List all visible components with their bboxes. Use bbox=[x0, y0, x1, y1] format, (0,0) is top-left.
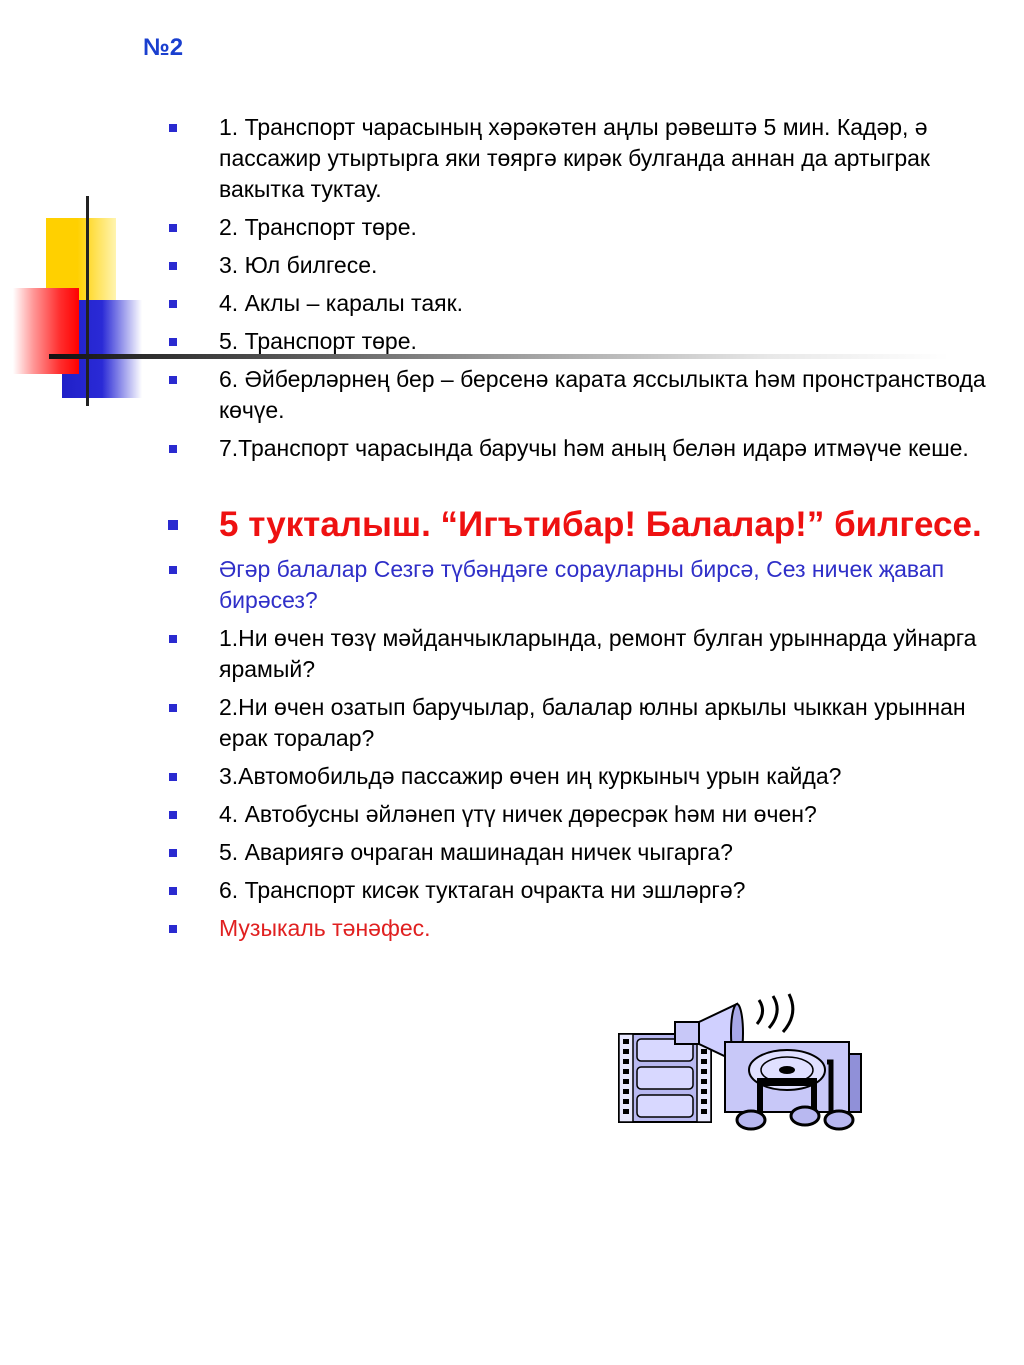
list-item bbox=[166, 250, 1016, 281]
question-text: 5. Авариягә очраган машинадан ничек чыгарга? bbox=[219, 839, 733, 865]
bullet-icon bbox=[169, 338, 177, 346]
question-text: 3.Автомобильдә пассажир өчен иң куркыныч урын кайда? bbox=[219, 763, 842, 789]
list-item-text: 6. Әйберләрнең бер – берсенә карата яссылыкта һәм пронстранствода көчүе. bbox=[219, 366, 986, 423]
list-item-text: 7.Транспорт чарасында баручы һәм аның белән идарә итмәүче кеше. bbox=[219, 435, 969, 461]
list-item bbox=[166, 112, 1016, 205]
list-item bbox=[166, 212, 1016, 243]
question-item bbox=[166, 799, 1016, 830]
bullet-icon bbox=[168, 520, 178, 530]
section-heading bbox=[166, 504, 1016, 546]
multimedia-clipart-icon bbox=[617, 992, 867, 1137]
music-break-text: Музыкаль тәнәфес. bbox=[219, 915, 431, 941]
bullet-icon bbox=[169, 124, 177, 132]
list-item bbox=[166, 288, 1016, 319]
bullet-icon bbox=[169, 566, 177, 574]
slide-number: №2 bbox=[143, 34, 184, 61]
sound-waves-icon bbox=[757, 994, 793, 1032]
bullet-icon bbox=[169, 811, 177, 819]
bullet-icon bbox=[169, 849, 177, 857]
bullet-icon bbox=[169, 925, 177, 933]
bullet-icon bbox=[169, 224, 177, 232]
intro-question bbox=[166, 554, 1016, 616]
bullet-icon bbox=[169, 445, 177, 453]
bullet-icon bbox=[169, 704, 177, 712]
music-break-item bbox=[166, 913, 1016, 944]
record-player-icon bbox=[725, 1042, 861, 1112]
bullet-icon bbox=[169, 887, 177, 895]
question-item bbox=[166, 761, 1016, 792]
list-item-text: 2. Транспорт төре. bbox=[219, 214, 417, 240]
question-text: 1.Ни өчен төзү мәйданчыкларында, ремонт булган урыннарда уйнарга ярамый? bbox=[219, 625, 977, 682]
list-item-text: 4. Аклы – каралы таяк. bbox=[219, 290, 464, 316]
bullet-icon bbox=[169, 262, 177, 270]
question-text: 4. Автобусны әйләнеп үтү ничек дөресрәк һәм ни өчен? bbox=[219, 801, 817, 827]
intro-question-text: Әгәр балалар Сезгә түбәндәге сорауларны бирсә, Сез ничек җавап бирәсез? bbox=[219, 556, 945, 613]
bullet-icon bbox=[169, 635, 177, 643]
question-item bbox=[166, 875, 1016, 906]
decor-vertical-line bbox=[86, 196, 89, 406]
question-item bbox=[166, 837, 1016, 868]
list-item bbox=[166, 326, 1016, 357]
bullet-icon bbox=[169, 376, 177, 384]
list-item-text: 1. Транспорт чарасының хәрәкәтен аңлы рәвештә 5 мин. Кадәр, ә пассажир утыртырга яки төяргә кирәк булганда аннан да артыграк вакытка туктау. bbox=[219, 114, 930, 202]
list-item-text: 3. Юл билгесе. bbox=[219, 252, 378, 278]
list-item-text: 5. Транспорт төре. bbox=[219, 328, 417, 354]
question-item bbox=[166, 623, 1016, 685]
bullet-list bbox=[166, 112, 1016, 951]
section-heading-text: 5 тукталыш. “Игътибар! Балалар!” билгесе. bbox=[219, 505, 982, 544]
bullet-icon bbox=[169, 773, 177, 781]
question-item bbox=[166, 692, 1016, 754]
bullet-icon bbox=[169, 300, 177, 308]
list-item bbox=[166, 433, 1016, 464]
list-item bbox=[166, 364, 1016, 426]
decor-red-block bbox=[13, 288, 79, 374]
question-text: 6. Транспорт кисәк туктаган очракта ни эшләргә? bbox=[219, 877, 746, 903]
question-text: 2.Ни өчен озатып баручылар, балалар юлны аркылы чыккан урыннан ерак торалар? bbox=[219, 694, 966, 751]
film-strip-icon bbox=[619, 1034, 711, 1122]
